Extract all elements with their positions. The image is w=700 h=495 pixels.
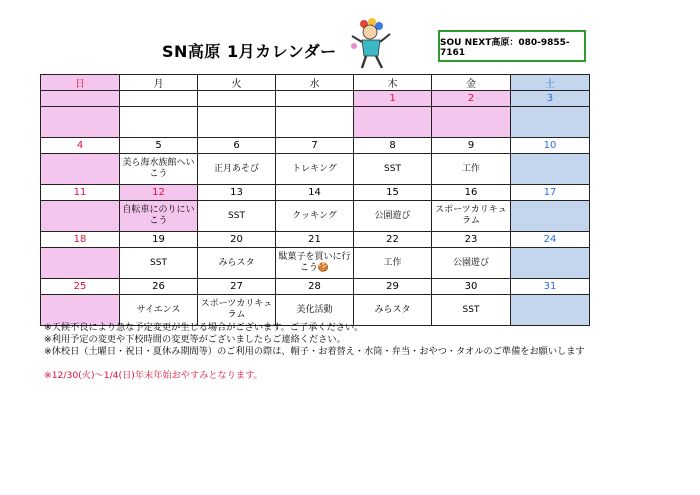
date-cell: 27 [198,279,276,295]
activity-row [41,295,590,326]
date-cell: 14 [276,185,354,201]
activity-cell: トレキング [276,154,354,185]
activity-cell [41,295,120,326]
activity-row [41,154,590,185]
date-cell [41,91,120,107]
mascot-illustration-icon [348,16,394,72]
activity-cell: みらスタ [354,295,432,326]
date-cell: 30 [432,279,511,295]
date-row [41,279,590,295]
date-cell: 2 [432,91,511,107]
activity-cell: 駄菓子を買いに行こう🍪 [276,248,354,279]
date-cell: 29 [354,279,432,295]
activity-cell: 公園遊び [354,201,432,232]
activity-cell [41,201,120,232]
date-row [41,91,590,107]
activity-cell [41,107,120,138]
activity-cell: SST [198,201,276,232]
activity-cell [511,154,590,185]
date-cell: 15 [354,185,432,201]
date-row [41,232,590,248]
activity-cell: 工作 [354,248,432,279]
activity-cell: みらスタ [198,248,276,279]
date-cell [198,91,276,107]
activity-cell [120,107,198,138]
activity-cell [41,248,120,279]
date-cell: 24 [511,232,590,248]
weekday-tue: 火 [198,75,276,91]
activity-cell: スポーツカリキュラム [432,201,511,232]
activity-cell: 美ら海水族館へいこう [120,154,198,185]
date-cell: 21 [276,232,354,248]
date-cell: 28 [276,279,354,295]
weekday-fri: 金 [432,75,511,91]
activity-cell: スポーツカリキュラム [198,295,276,326]
date-cell: 4 [41,138,120,154]
date-cell: 5 [120,138,198,154]
activity-cell [432,107,511,138]
activity-cell: 工作 [432,154,511,185]
weekday-wed: 水 [276,75,354,91]
activity-cell [511,248,590,279]
weekday-mon: 月 [120,75,198,91]
activity-cell [511,201,590,232]
activity-cell [198,107,276,138]
date-cell: 9 [432,138,511,154]
date-row [41,185,590,201]
date-row [41,138,590,154]
date-cell: 6 [198,138,276,154]
date-cell: 13 [198,185,276,201]
activity-cell: SST [354,154,432,185]
activity-cell [511,107,590,138]
activity-cell [276,107,354,138]
date-cell: 25 [41,279,120,295]
activity-cell: サイエンス [120,295,198,326]
activity-cell [511,295,590,326]
date-cell: 23 [432,232,511,248]
date-cell: 22 [354,232,432,248]
date-cell: 26 [120,279,198,295]
weekday-header-row [41,75,590,91]
date-cell: 19 [120,232,198,248]
date-cell: 1 [354,91,432,107]
activity-row [41,107,590,138]
activity-row [41,201,590,232]
date-cell [120,91,198,107]
date-cell: 17 [511,185,590,201]
note-line: ※利用予定の変更や下校時間の変更等がございましたらご連絡ください。 [44,334,346,345]
date-cell: 3 [511,91,590,107]
date-cell: 12 [120,185,198,201]
date-cell: 8 [354,138,432,154]
date-cell: 20 [198,232,276,248]
activity-cell: 美化活動 [276,295,354,326]
activity-cell: SST [432,295,511,326]
activity-cell [41,154,120,185]
notes-section [44,322,585,382]
date-cell: 7 [276,138,354,154]
note-line: ※天候不良により急な予定変更が生じる場合がございます。ご了承ください。 [44,322,364,333]
holiday-note: ※12/30(火)～1/4(日)年末年始おやすみとなります。 [44,370,263,381]
activity-cell: 正月あそび [198,154,276,185]
activity-row [41,248,590,279]
contact-box: SOU NEXT高原：080-9855-7161 [438,30,586,62]
date-cell [276,91,354,107]
calendar-table [40,74,590,326]
activity-cell: クッキング [276,201,354,232]
activity-cell: 公園遊び [432,248,511,279]
date-cell: 18 [41,232,120,248]
activity-cell: 自転車にのりにいこう [120,201,198,232]
note-line: ※休校日（土曜日・祝日・夏休み期間等）のご利用の際は、帽子・お着替え・水筒・弁当・おやつ・タオルのご準備をお願いします [44,346,585,357]
activity-cell [354,107,432,138]
activity-cell: SST [120,248,198,279]
weekday-sun: 日 [41,75,120,91]
date-cell: 31 [511,279,590,295]
weekday-sat: 土 [511,75,590,91]
date-cell: 16 [432,185,511,201]
weekday-thu: 木 [354,75,432,91]
date-cell: 10 [511,138,590,154]
page-title: SN高原 1月カレンダー [162,42,337,61]
date-cell: 11 [41,185,120,201]
